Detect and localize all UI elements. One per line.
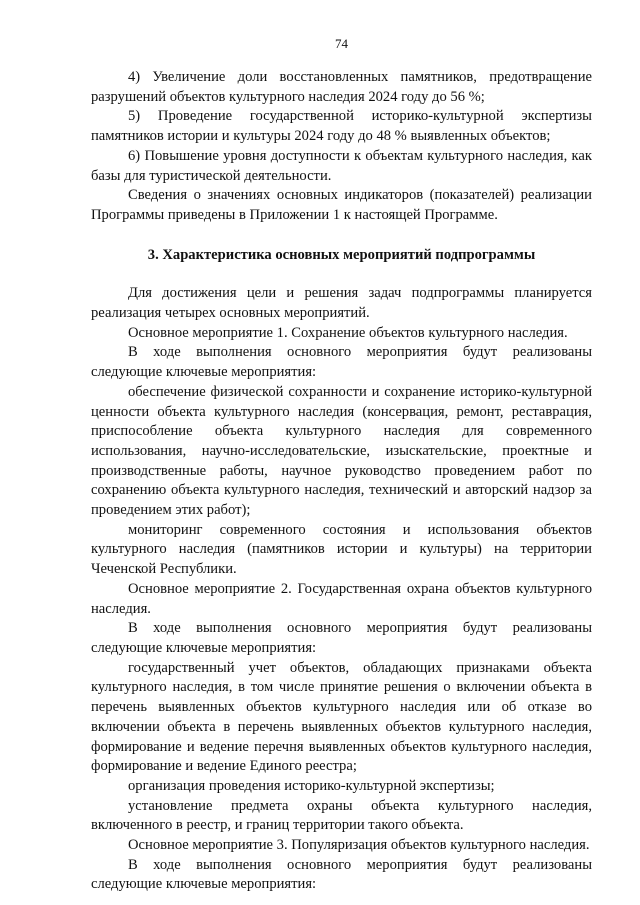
paragraph: Основное мероприятие 3. Популяризация объектов культурного наследия. [128, 837, 590, 854]
document-body [91, 68, 592, 895]
paragraph: В ходе выполнения основного мероприятия будут реализованы следующие ключевые мероприятия: [91, 620, 592, 656]
paragraph: организация проведения историко-культурной экспертизы; [128, 777, 495, 794]
paragraph: 5) Проведение государственной историко-культурной экспертизы памятников истории и культуры 2024 году до 48 % выявленных объектов; [91, 108, 592, 145]
paragraph: В ходе выполнения основного мероприятия будут реализованы следующие ключевые мероприятия: [91, 344, 592, 381]
paragraph: В ходе выполнения основного мероприятия будут реализованы следующие ключевые мероприятия: [91, 856, 592, 893]
paragraph: Сведения о значениях основных индикаторов (показателей) реализации Программы приведены в Приложении 1 к настоящей Программе. [91, 187, 592, 223]
paragraph: обеспечение физической сохранности и сохранение историко-культурной ценности объекта культурного наследия (консервация, ремонт, реставрация, приспособление объекта культурного наследия для современного использования, научно-исследовательские, изыскательские, проектные и производственные работы, научное руководство проведением работ по сохранению объекта культурного наследия, технический и авторский надзор за проведением этих работ); [91, 383, 592, 519]
paragraph: Для достижения цели и решения задач подпрограммы планируется реализация четырех основных мероприятий. [91, 285, 592, 322]
section-heading: 3. Характеристика основных мероприятий подпрограммы [147, 246, 536, 263]
paragraph: 4) Увеличение доли восстановленных памятников, предотвращение разрушений объектов культурного наследия 2024 году до 56 %; [91, 69, 592, 105]
page-number: 74 [335, 36, 348, 51]
paragraph: Основное мероприятие 2. Государственная охрана объектов культурного наследия. [91, 580, 592, 617]
paragraph: 6) Повышение уровня доступности к объектам культурного наследия, как базы для туристической деятельности. [91, 147, 592, 184]
paragraph: государственный учет объектов, обладающих признаками объекта культурного наследия, в том числе принятие решения о включении объекта в перечень выявленных объектов культурного наследия или об отказе во включении объекта в перечень выявленных объектов культурного наследия, формирование и ведение перечня выявленных объектов культурного наследия, формирование и ведение Единого реестра; [91, 659, 592, 775]
paragraph: Основное мероприятие 1. Сохранение объектов культурного наследия. [128, 324, 568, 341]
paragraph: установление предмета охраны объекта культурного наследия, включенного в реестр, и границ территории такого объекта. [91, 797, 592, 834]
paragraph: мониторинг современного состояния и использования объектов культурного наследия (памятников истории и культуры) на территории Чеченской Республики. [91, 521, 592, 578]
